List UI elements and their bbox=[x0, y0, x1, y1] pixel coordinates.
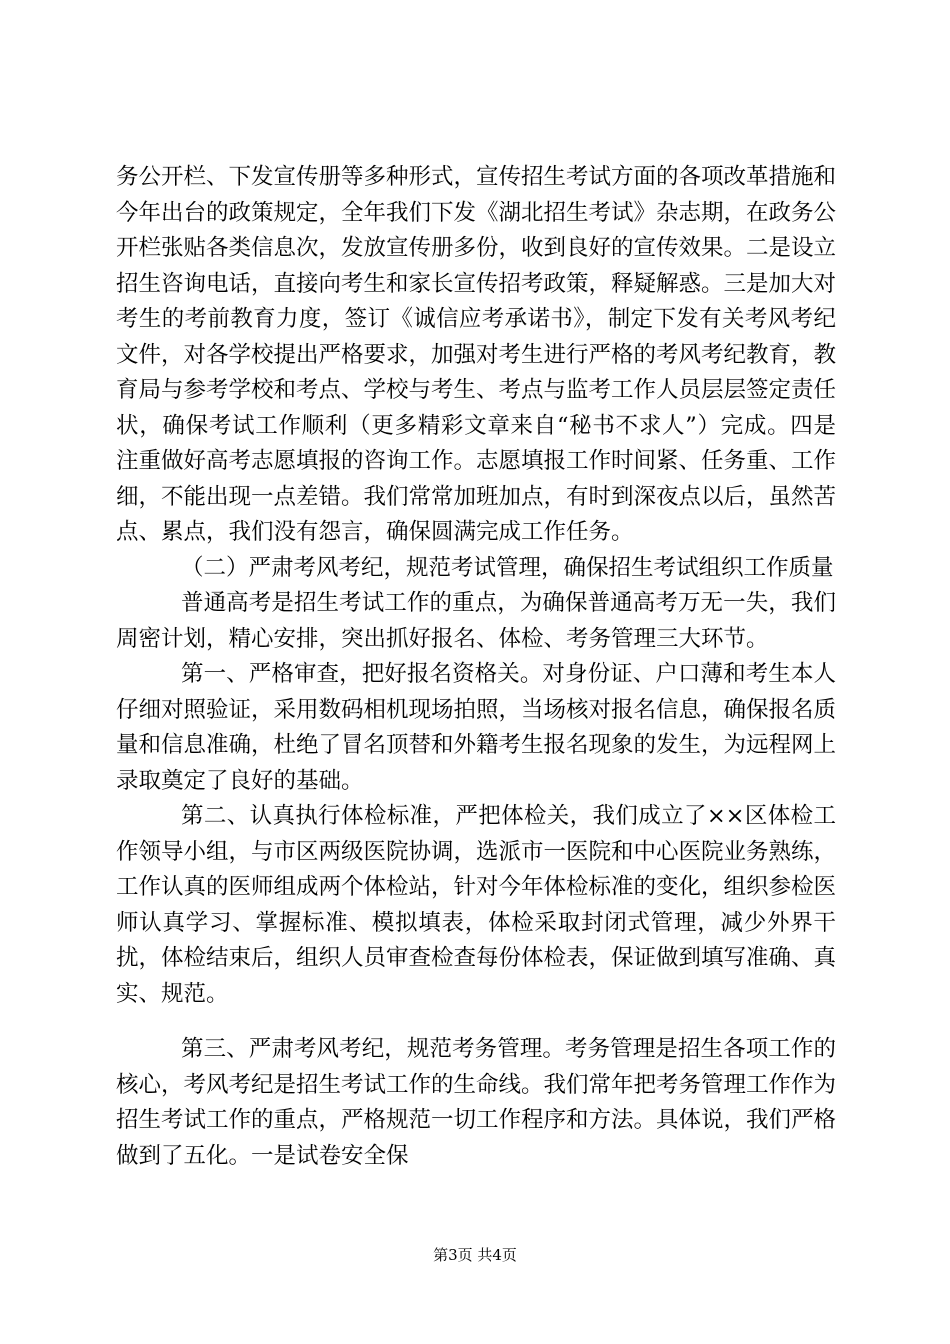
page-footer bbox=[0, 1245, 950, 1265]
paragraph-section-heading: （二）严肃考风考纪，规范考试管理，确保招生考试组织工作质量 bbox=[181, 554, 834, 581]
paragraph-registration: 第一、严格审查，把好报名资格关。对身份证、户口薄和考生本人仔细对照验证，采用数码相机现场拍照，当场核对报名信息，确保报名质量和信息准确，杜绝了冒名顶替和外籍考生报名现象的发生，为远程网上录取奠定了良好的基础。 bbox=[116, 661, 837, 794]
paragraph-health-check: 第二、认真执行体检标准，严把体检关，我们成立了××区体检工作领导小组，与市区两级医院协调，选派市一医院和中心医院业务熟练，工作认真的医师组成两个体检站，针对今年体检标准的变化，组织参检医师认真学习、掌握标准、模拟填表，体检采取封闭式管理，减少外界干扰，体检结束后，组织人员审查检查每份体检表，保证做到填写准确、真实、规范。 bbox=[116, 803, 837, 1007]
paragraph-exam-management: 第三、严肃考风考纪，规范考务管理。考务管理是招生各项工作的核心，考风考纪是招生考试工作的生命线。我们常年把考务管理工作作为招生考试工作的重点，严格规范一切工作程序和方法。具体说，我们严格做到了五化。一是试卷安全保 bbox=[116, 1036, 837, 1169]
document-body bbox=[116, 160, 836, 1174]
paragraph-gaokao-intro: 普通高考是招生考试工作的重点，为确保普通高考万无一失，我们周密计划，精心安排，突出抓好报名、体检、考务管理三大环节。 bbox=[116, 590, 836, 652]
page-number-label: 第3页 共4页 bbox=[433, 1246, 517, 1264]
paragraph-publicity: 务公开栏、下发宣传册等多种形式，宣传招生考试方面的各项改革措施和今年出台的政策规定，全年我们下发《湖北招生考试》杂志期，在政务公开栏张贴各类信息次，发放宣传册多份，收到良好的宣传效果。二是设立招生咨询电话，直接向考生和家长宣传招考政策，释疑解惑。三是加大对考生的考前教育力度，签订《诚信应考承诺书》，制定下发有关考风考纪文件，对各学校提出严格要求，加强对考生进行严格的考风考纪教育，教育局与参考学校和考点、学校与考生、考点与监考工作人员层层签定责任状，确保考试工作顺利（更多精彩文章来自“秘书不求人”）完成。四是注重做好高考志愿填报的咨询工作。志愿填报工作时间紧、任务重、工作细，不能出现一点差错。我们常常加班加点，有时到深夜点以后，虽然苦点、累点，我们没有怨言，确保圆满完成工作任务。 bbox=[116, 164, 837, 545]
